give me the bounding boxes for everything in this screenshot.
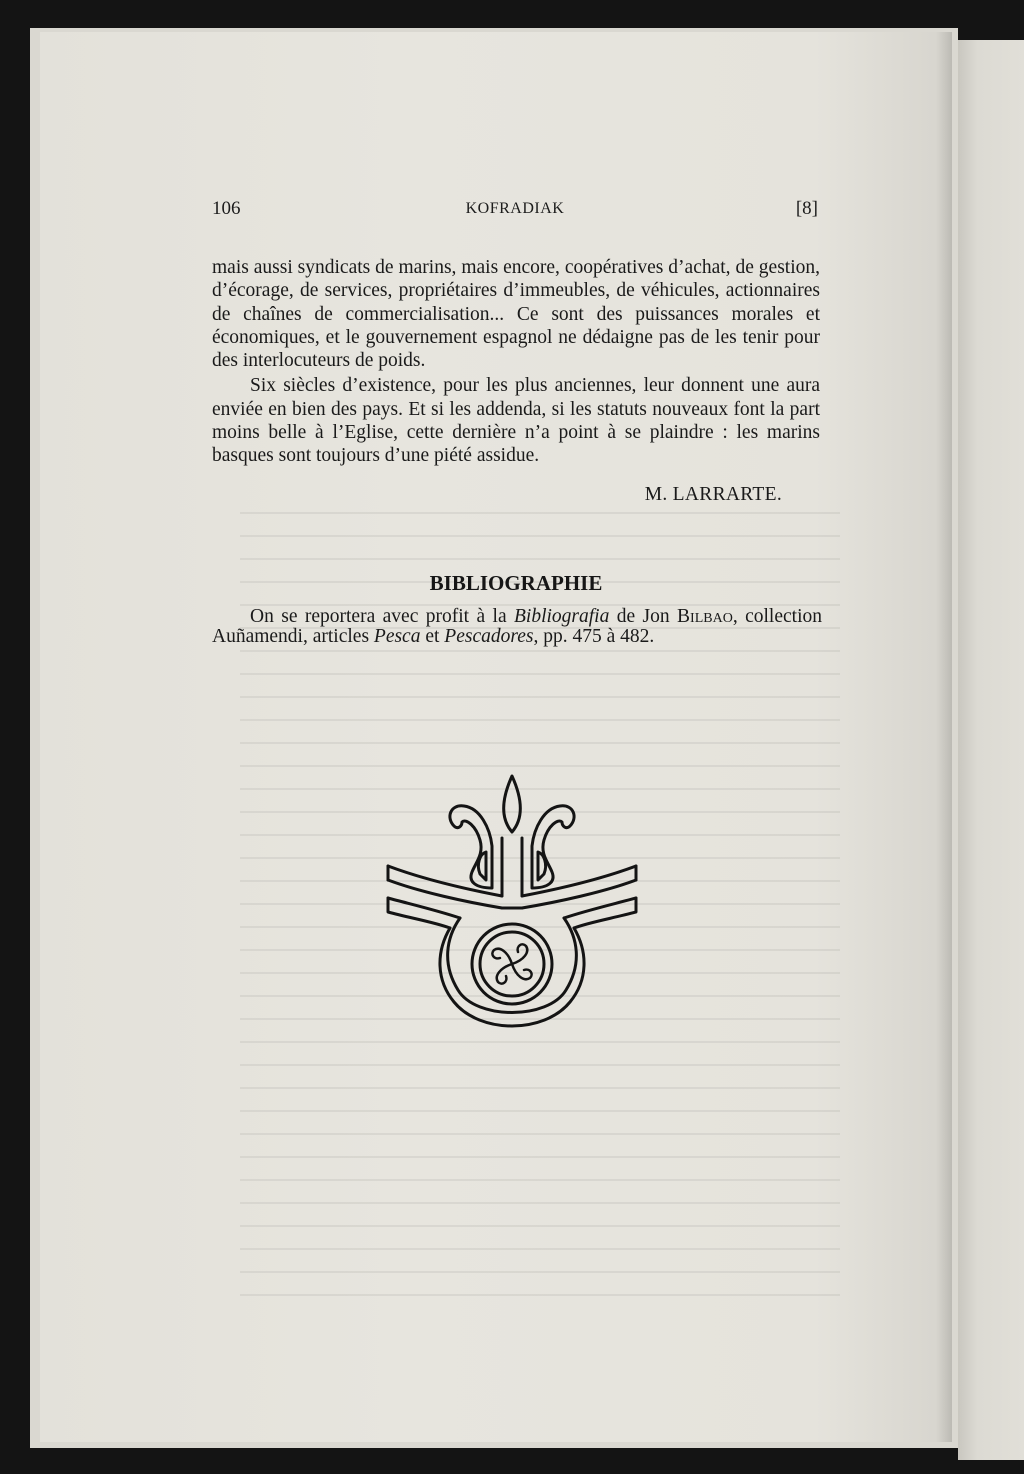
text-run: On se reportera avec profit à la xyxy=(250,606,514,627)
bibliography-paragraph xyxy=(212,607,822,647)
stem-icon xyxy=(502,838,522,896)
article-title: Pescadores xyxy=(444,626,534,647)
author-name: Bilbao xyxy=(677,606,733,627)
text-run: , pp. 475 à 482. xyxy=(533,626,655,647)
gutter-shadow xyxy=(936,32,952,1442)
lauburu-icon xyxy=(492,944,531,983)
body-text xyxy=(212,256,820,468)
fleur-petal-icon xyxy=(504,776,521,832)
book-title: Bibliografia xyxy=(514,606,610,627)
paragraph: Six siècles d’existence, pour les plus anciennes, leur donnent une aura enviée en bien des pays. Et si les addenda, si les statuts nouveaux font la part moins belle à l’Eglise, cette dernière n’a point à se plaindre : les marins basques sont toujours d’une piété assidue. xyxy=(212,375,820,467)
running-title: KOFRADIAK xyxy=(465,200,565,217)
paragraph: mais aussi syndicats de marins, mais encore, coopératives d’achat, de gestion, d’écorage, de services, propriétaires d’immeubles, de véhicules, actionnaires de chaînes de commercialisation... Ce sont des puissances morales et économiques, et le gouvernement espagnol ne dédaigne pas de les tenir pour des interlocuteurs de poids. xyxy=(212,257,820,372)
facing-page-edge xyxy=(958,40,1024,1460)
book-page xyxy=(40,32,952,1442)
part-number: [8] xyxy=(795,198,818,219)
text-run: , collection Auñamendi, articles xyxy=(212,606,822,647)
bibliography-text xyxy=(212,607,822,647)
text-run: et xyxy=(420,626,445,647)
article-title: Pesca xyxy=(373,626,421,647)
running-head xyxy=(212,198,818,224)
author-signature: M. LARRARTE. xyxy=(644,484,782,505)
left-scroll-inner-icon xyxy=(478,852,486,880)
section-heading: BIBLIOGRAPHIE xyxy=(429,571,603,595)
right-scroll-inner-icon xyxy=(538,852,546,880)
text-run: de Jon xyxy=(609,606,678,627)
basque-cross-lauburu-emblem-icon xyxy=(380,768,644,1038)
page-number: 106 xyxy=(212,198,241,219)
